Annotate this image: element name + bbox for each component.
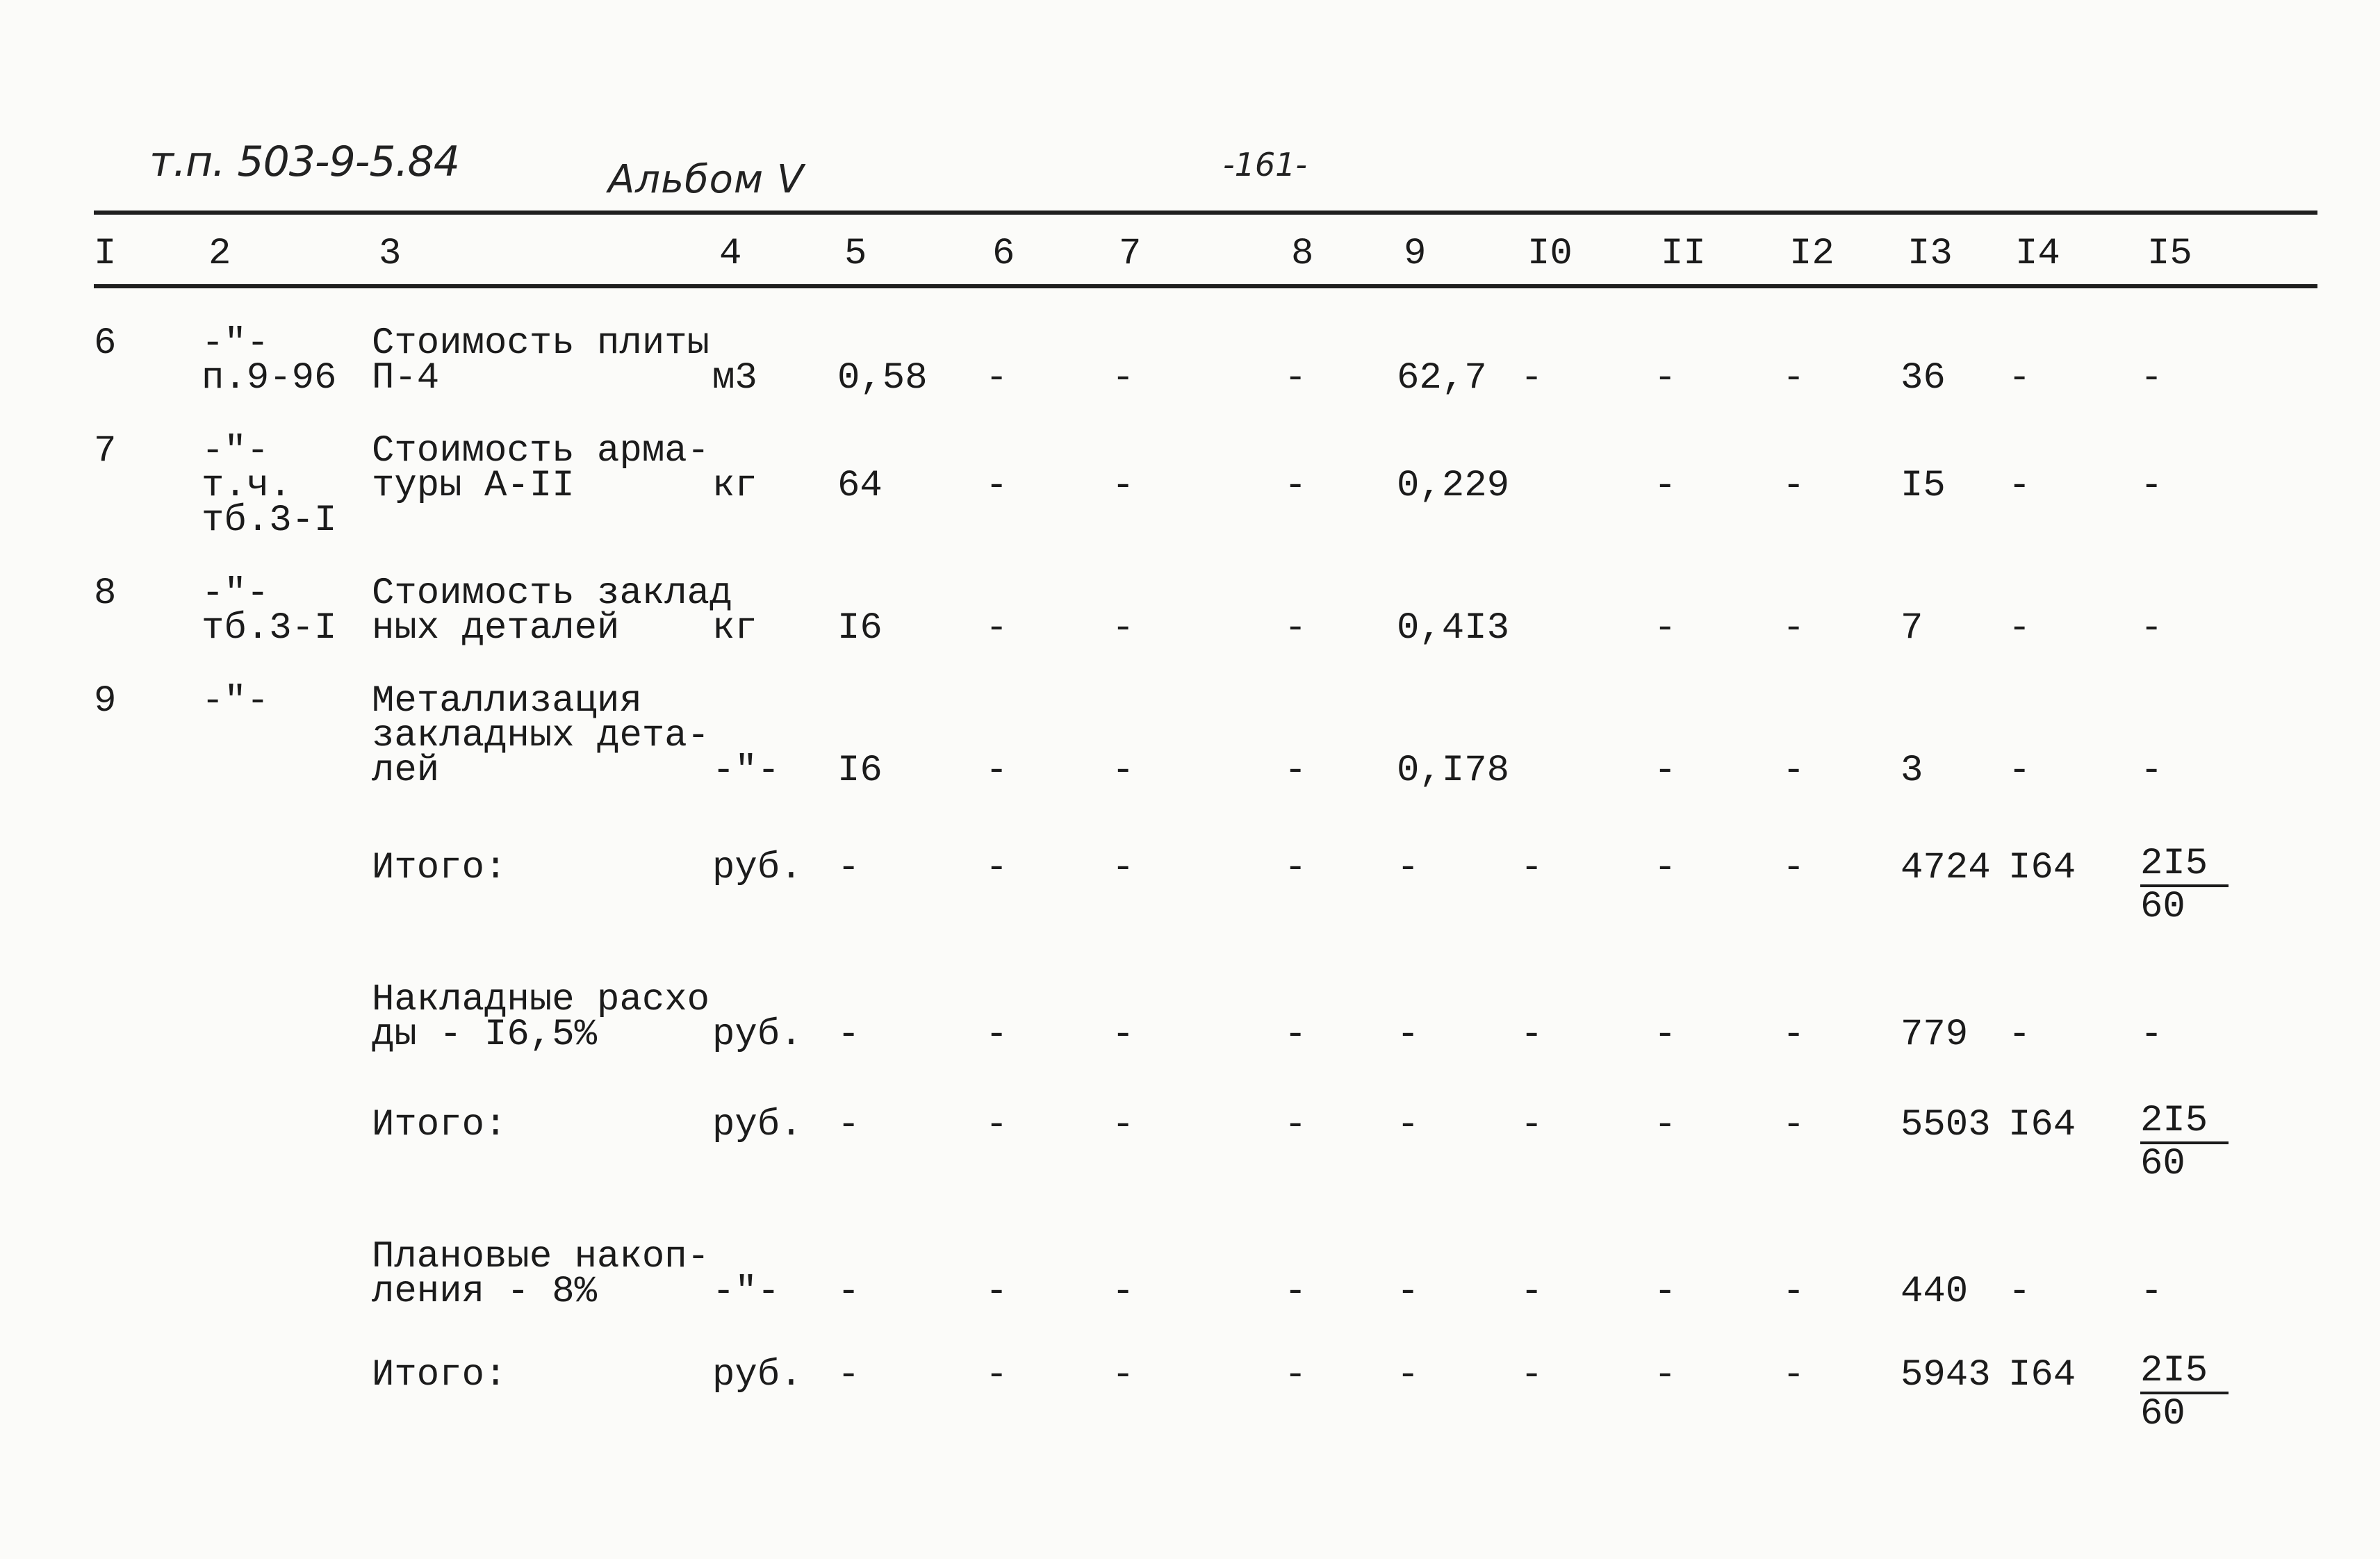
col-8: - xyxy=(1284,465,1307,507)
total-cost: 3 xyxy=(1901,750,1923,792)
col-14: I64 xyxy=(2008,1354,2076,1396)
col-8: - xyxy=(1284,1104,1307,1146)
col-7: - xyxy=(1112,1104,1135,1146)
item-name: Плановые накоп- ления - 8% xyxy=(372,1236,710,1313)
quantity: 0,58 xyxy=(837,357,928,399)
item-name: Итого: xyxy=(372,847,507,889)
col-8: - xyxy=(1284,607,1307,650)
col-10: - xyxy=(1520,847,1543,889)
col-15: - xyxy=(2140,1271,2163,1313)
quantity: - xyxy=(837,1354,860,1396)
col-6: - xyxy=(985,1354,1008,1396)
col-6: - xyxy=(985,1014,1008,1056)
column-header-10: I0 xyxy=(1527,233,1573,275)
column-header-7: 7 xyxy=(1119,233,1142,275)
column-header-5: 5 xyxy=(844,233,867,275)
col-14: I64 xyxy=(2008,847,2076,889)
column-header-9: 9 xyxy=(1404,233,1427,275)
fraction-value xyxy=(2140,1351,2229,1435)
item-name: Металлизация закладных дета- лей xyxy=(372,680,710,792)
row-number: 9 xyxy=(94,680,117,723)
unit: -"- xyxy=(712,1271,780,1313)
album-label: Альбом V xyxy=(608,157,805,202)
column-header-13: I3 xyxy=(1907,233,1953,275)
unit-cost: - xyxy=(1397,1354,1420,1396)
quantity: - xyxy=(837,1014,860,1056)
fraction-denominator: 60 xyxy=(2140,886,2185,928)
column-header-8: 8 xyxy=(1291,233,1314,275)
item-name: Стоимость арма- туры А-II xyxy=(372,430,710,507)
item-name: Стоимость плиты П-4 xyxy=(372,322,710,399)
col-11: - xyxy=(1654,357,1677,399)
col-6: - xyxy=(985,1271,1008,1313)
col-15: - xyxy=(2140,465,2163,507)
col-6: - xyxy=(985,465,1008,507)
col-8: - xyxy=(1284,1354,1307,1396)
col-8: - xyxy=(1284,847,1307,889)
col-14: - xyxy=(2008,465,2031,507)
col-10: - xyxy=(1520,357,1543,399)
col-14: - xyxy=(2008,607,2031,650)
col-8: - xyxy=(1284,1014,1307,1056)
col-11: - xyxy=(1654,847,1677,889)
col-14: - xyxy=(2008,750,2031,792)
total-cost: I5 xyxy=(1901,465,1946,507)
col-11: - xyxy=(1654,750,1677,792)
col-12: - xyxy=(1782,750,1805,792)
source-reference: -"- т.ч. тб.3-I xyxy=(202,430,337,542)
fraction-value xyxy=(2140,844,2229,927)
col-7: - xyxy=(1112,607,1135,650)
col-10: - xyxy=(1520,1014,1543,1056)
total-cost: 779 xyxy=(1901,1014,1969,1056)
total-cost: 5943 xyxy=(1901,1354,1991,1396)
col-14: - xyxy=(2008,1014,2031,1056)
unit: руб. xyxy=(712,847,803,889)
column-header-12: I2 xyxy=(1789,233,1835,275)
unit-cost: 0,229 xyxy=(1397,465,1510,507)
item-name: Стоимость заклад ных деталей xyxy=(372,572,732,650)
unit-cost: - xyxy=(1397,1271,1420,1313)
col-15: - xyxy=(2140,357,2163,399)
col-15: - xyxy=(2140,1014,2163,1056)
source-reference: -"- п.9-96 xyxy=(202,322,337,399)
unit: м3 xyxy=(712,357,757,399)
unit: руб. xyxy=(712,1354,803,1396)
col-11: - xyxy=(1654,465,1677,507)
col-15: - xyxy=(2140,607,2163,650)
quantity: I6 xyxy=(837,750,883,792)
unit: кг xyxy=(712,465,757,507)
unit-cost: - xyxy=(1397,1104,1420,1146)
col-7: - xyxy=(1112,465,1135,507)
quantity: - xyxy=(837,1271,860,1313)
unit: -"- xyxy=(712,750,780,792)
row-number: 8 xyxy=(94,572,117,615)
header-bottom-rule xyxy=(94,284,2317,288)
fraction-numerator: 2I5 xyxy=(2140,1351,2229,1394)
col-11: - xyxy=(1654,1014,1677,1056)
fraction-numerator: 2I5 xyxy=(2140,1101,2229,1144)
col-12: - xyxy=(1782,465,1805,507)
col-11: - xyxy=(1654,607,1677,650)
col-10: - xyxy=(1520,1354,1543,1396)
col-14: - xyxy=(2008,1271,2031,1313)
col-6: - xyxy=(985,357,1008,399)
col-12: - xyxy=(1782,1104,1805,1146)
col-12: - xyxy=(1782,1014,1805,1056)
fraction-denominator: 60 xyxy=(2140,1143,2185,1185)
column-header-11: II xyxy=(1661,233,1706,275)
fraction-numerator: 2I5 xyxy=(2140,844,2229,887)
col-8: - xyxy=(1284,750,1307,792)
col-15: - xyxy=(2140,750,2163,792)
table-top-rule xyxy=(94,211,2317,215)
column-header-3: 3 xyxy=(379,233,402,275)
column-header-2: 2 xyxy=(208,233,231,275)
col-7: - xyxy=(1112,847,1135,889)
col-7: - xyxy=(1112,750,1135,792)
row-number: 7 xyxy=(94,430,117,472)
col-7: - xyxy=(1112,1014,1135,1056)
col-10: - xyxy=(1520,1104,1543,1146)
column-header-6: 6 xyxy=(992,233,1015,275)
quantity: - xyxy=(837,1104,860,1146)
col-12: - xyxy=(1782,847,1805,889)
page-number: -161- xyxy=(1223,146,1307,183)
fraction-value xyxy=(2140,1101,2229,1185)
col-12: - xyxy=(1782,607,1805,650)
col-10: - xyxy=(1520,1271,1543,1313)
col-11: - xyxy=(1654,1271,1677,1313)
col-14: I64 xyxy=(2008,1104,2076,1146)
col-11: - xyxy=(1654,1354,1677,1396)
unit: руб. xyxy=(712,1014,803,1056)
total-cost: 4724 xyxy=(1901,847,1991,889)
col-7: - xyxy=(1112,1271,1135,1313)
unit-cost: 0,4I3 xyxy=(1397,607,1510,650)
col-12: - xyxy=(1782,1271,1805,1313)
total-cost: 440 xyxy=(1901,1271,1969,1313)
document-code: т.п. 503-9-5.84 xyxy=(149,138,459,186)
total-cost: 36 xyxy=(1901,357,1946,399)
column-header-14: I4 xyxy=(2015,233,2060,275)
column-header-4: 4 xyxy=(719,233,742,275)
unit-cost: - xyxy=(1397,1014,1420,1056)
source-reference: -"- xyxy=(202,680,270,723)
col-12: - xyxy=(1782,1354,1805,1396)
quantity: - xyxy=(837,847,860,889)
unit-cost: - xyxy=(1397,847,1420,889)
quantity: I6 xyxy=(837,607,883,650)
col-6: - xyxy=(985,1104,1008,1146)
col-11: - xyxy=(1654,1104,1677,1146)
col-8: - xyxy=(1284,1271,1307,1313)
item-name: Накладные расхо ды - I6,5% xyxy=(372,979,710,1056)
fraction-denominator: 60 xyxy=(2140,1393,2185,1435)
unit: кг xyxy=(712,607,757,650)
column-header-15: I5 xyxy=(2147,233,2192,275)
col-8: - xyxy=(1284,357,1307,399)
col-14: - xyxy=(2008,357,2031,399)
col-6: - xyxy=(985,750,1008,792)
total-cost: 7 xyxy=(1901,607,1923,650)
col-7: - xyxy=(1112,1354,1135,1396)
unit: руб. xyxy=(712,1104,803,1146)
column-header-1: I xyxy=(94,233,117,275)
col-6: - xyxy=(985,607,1008,650)
col-6: - xyxy=(985,847,1008,889)
item-name: Итого: xyxy=(372,1354,507,1396)
unit-cost: 62,7 xyxy=(1397,357,1487,399)
col-7: - xyxy=(1112,357,1135,399)
quantity: 64 xyxy=(837,465,883,507)
unit-cost: 0,I78 xyxy=(1397,750,1510,792)
item-name: Итого: xyxy=(372,1104,507,1146)
source-reference: -"- тб.3-I xyxy=(202,572,337,650)
total-cost: 5503 xyxy=(1901,1104,1991,1146)
row-number: 6 xyxy=(94,322,117,365)
col-12: - xyxy=(1782,357,1805,399)
